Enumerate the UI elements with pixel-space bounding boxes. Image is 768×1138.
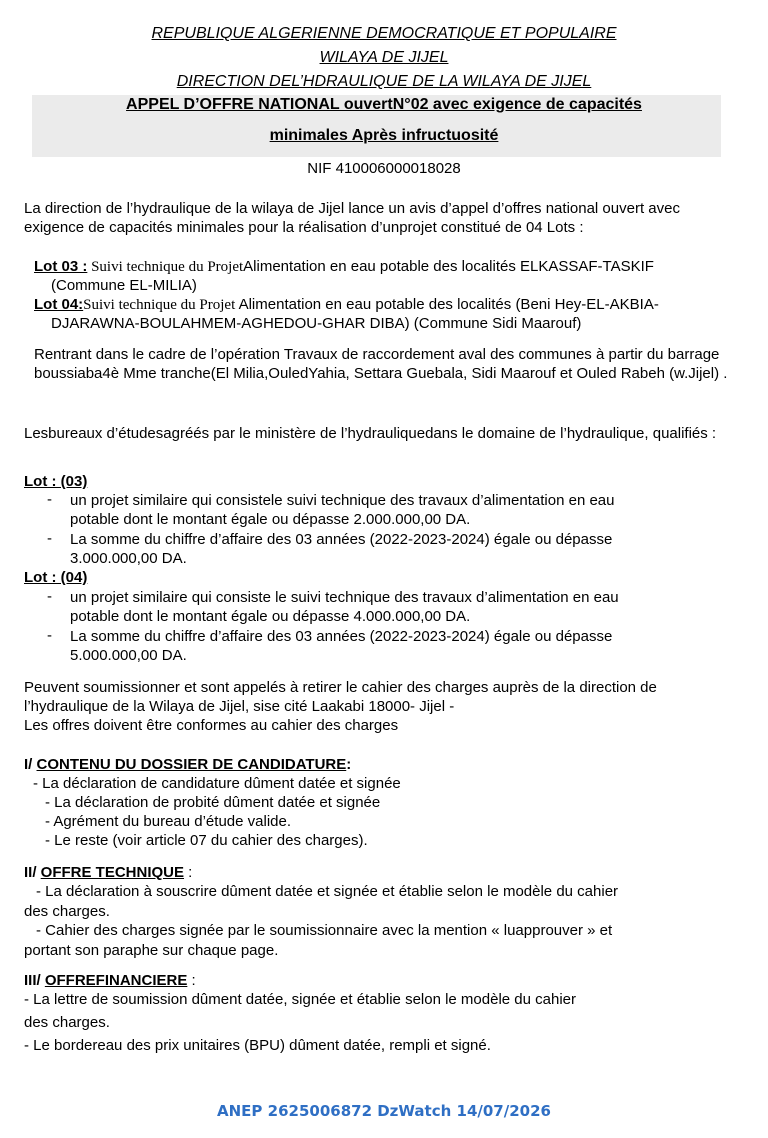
title-line-1: APPEL D’OFFRE NATIONAL ouvertN°02 avec exigence de capacités <box>126 96 642 113</box>
section3-line-1: - La lettre de soumission dûment datée, signée et établie selon le modèle du cahier <box>24 991 577 1008</box>
req-lot04-item1b: potable dont le montant égale ou dépasse 4.000.000,00 DA. <box>70 608 471 625</box>
section1-colon: : <box>346 756 352 773</box>
section3-line-2: des charges. <box>24 1014 110 1031</box>
section1-item: - La déclaration de candidature dûment datée et signée <box>33 775 401 792</box>
nif-number: NIF 410006000018028 <box>307 160 461 177</box>
retrait-line-3: Les offres doivent être conformes au cahier des charges <box>24 717 399 734</box>
lot03-label: Lot 03 : <box>34 258 88 275</box>
req-lot04-item1a: un projet similaire qui consiste le suivi technique des travaux d’alimentation en eau <box>70 589 619 606</box>
lot04-text: Alimentation en eau potable des localités (Beni Hey-EL-AKBIA- <box>235 296 659 313</box>
section1-number: I/ <box>24 756 37 773</box>
req-lot03-heading: Lot : (03) <box>24 473 88 490</box>
section3-line-3: - Le bordereau des prix unitaires (BPU) dûment datée, rempli et signé. <box>24 1037 491 1054</box>
lot04-line <box>34 295 659 315</box>
retrait-line-1: Peuvent soumissionner et sont appelés à retirer le cahier des charges auprès de la direction de <box>24 679 657 696</box>
section1-item: - La déclaration de probité dûment datée et signée <box>45 794 381 811</box>
section2-heading <box>24 863 192 882</box>
dash-bullet: - <box>47 530 52 547</box>
lot04-cont: DJARAWNA-BOULAHMEM-AGHEDOU-GHAR DIBA) (Commune Sidi Maarouf) <box>51 315 582 332</box>
lot03-line <box>34 257 654 277</box>
section2-title: OFFRE TECHNIQUE <box>40 864 185 881</box>
lot04-serif: Suivi technique du Projet <box>83 297 236 313</box>
section1-item: - Agrément du bureau d’étude valide. <box>45 813 291 830</box>
header-direction: DIRECTION DEL’HDRAULIQUE DE LA WILAYA DE JIJEL <box>176 73 592 90</box>
section1-title: CONTENU DU DOSSIER DE CANDIDATURE <box>36 756 347 773</box>
section3-title: OFFREFINANCIERE <box>44 972 188 989</box>
section1-item: - Le reste (voir article 07 du cahier des charges). <box>45 832 368 849</box>
footer-reference: ANEP 2625006872 DzWatch 14/07/2026 <box>217 1102 551 1120</box>
title-line-2: minimales Après infructuosité <box>269 127 499 144</box>
req-lot03-item1b: potable dont le montant égale ou dépasse 2.000.000,00 DA. <box>70 511 471 528</box>
lot03-cont: (Commune EL-MILIA) <box>51 277 197 294</box>
dash-bullet: - <box>47 491 52 508</box>
lot03-text: Alimentation en eau potable des localités ELKASSAF-TASKIF <box>243 258 654 275</box>
retrait-line-2: l’hydraulique de la Wilaya de Jijel, sise cité Laakabi 18000- Jijel - <box>24 698 455 715</box>
section3-heading <box>24 971 196 990</box>
req-lot04-item2a: La somme du chiffre d’affaire des 03 années (2022-2023-2024) égale ou dépasse <box>70 628 613 645</box>
section2-colon: : <box>184 864 193 881</box>
section2-line-3: - Cahier des charges signée par le soumissionnaire avec la mention « luapprouver » et <box>36 922 613 939</box>
intro-paragraph: La direction de l’hydraulique de la wilaya de Jijel lance un avis d’appel d’offres national ouvert avec exigence de capacités minimales pour la réalisation d’unprojet constitué de 04 Lots : <box>24 200 680 236</box>
section2-line-2: des charges. <box>24 903 110 920</box>
qualif-paragraph: Lesbureaux d’étudesagréés par le ministère de l’hydrauliquedans le domaine de l’hydraulique, qualifiés : <box>24 425 717 442</box>
req-lot03-item2b: 3.000.000,00 DA. <box>70 550 187 567</box>
req-lot03-item2a: La somme du chiffre d’affaire des 03 années (2022-2023-2024) égale ou dépasse <box>70 531 613 548</box>
req-lot03-item1a: un projet similaire qui consistele suivi technique des travaux d’alimentation en eau <box>70 492 615 509</box>
dash-bullet: - <box>47 627 52 644</box>
lot03-serif: Suivi technique du Projet <box>87 259 244 275</box>
section3-colon: : <box>187 972 196 989</box>
header-republic: REPUBLIQUE ALGERIENNE DEMOCRATIQUE ET POPULAIRE <box>151 25 617 42</box>
section2-line-1: - La déclaration à souscrire dûment datée et signée et établie selon le modèle du cahier <box>36 883 619 900</box>
section2-number: II/ <box>24 864 41 881</box>
req-lot04-item2b: 5.000.000,00 DA. <box>70 647 187 664</box>
context-paragraph: Rentrant dans le cadre de l’opération Travaux de raccordement aval des communes à partir du barrage boussiaba4è Mme tranche(El Milia,OuledYahia, Settara Guebala, Sidi Maarouf et Ouled Rabeh (w.Jijel) . <box>34 346 728 382</box>
dash-bullet: - <box>47 588 52 605</box>
header-wilaya: WILAYA DE JIJEL <box>319 49 449 66</box>
req-lot04-heading: Lot : (04) <box>24 569 88 586</box>
section2-line-4: portant son paraphe sur chaque page. <box>24 942 279 959</box>
section1-heading <box>24 755 351 774</box>
lot04-label: Lot 04: <box>34 296 84 313</box>
section3-number: III/ <box>24 972 45 989</box>
